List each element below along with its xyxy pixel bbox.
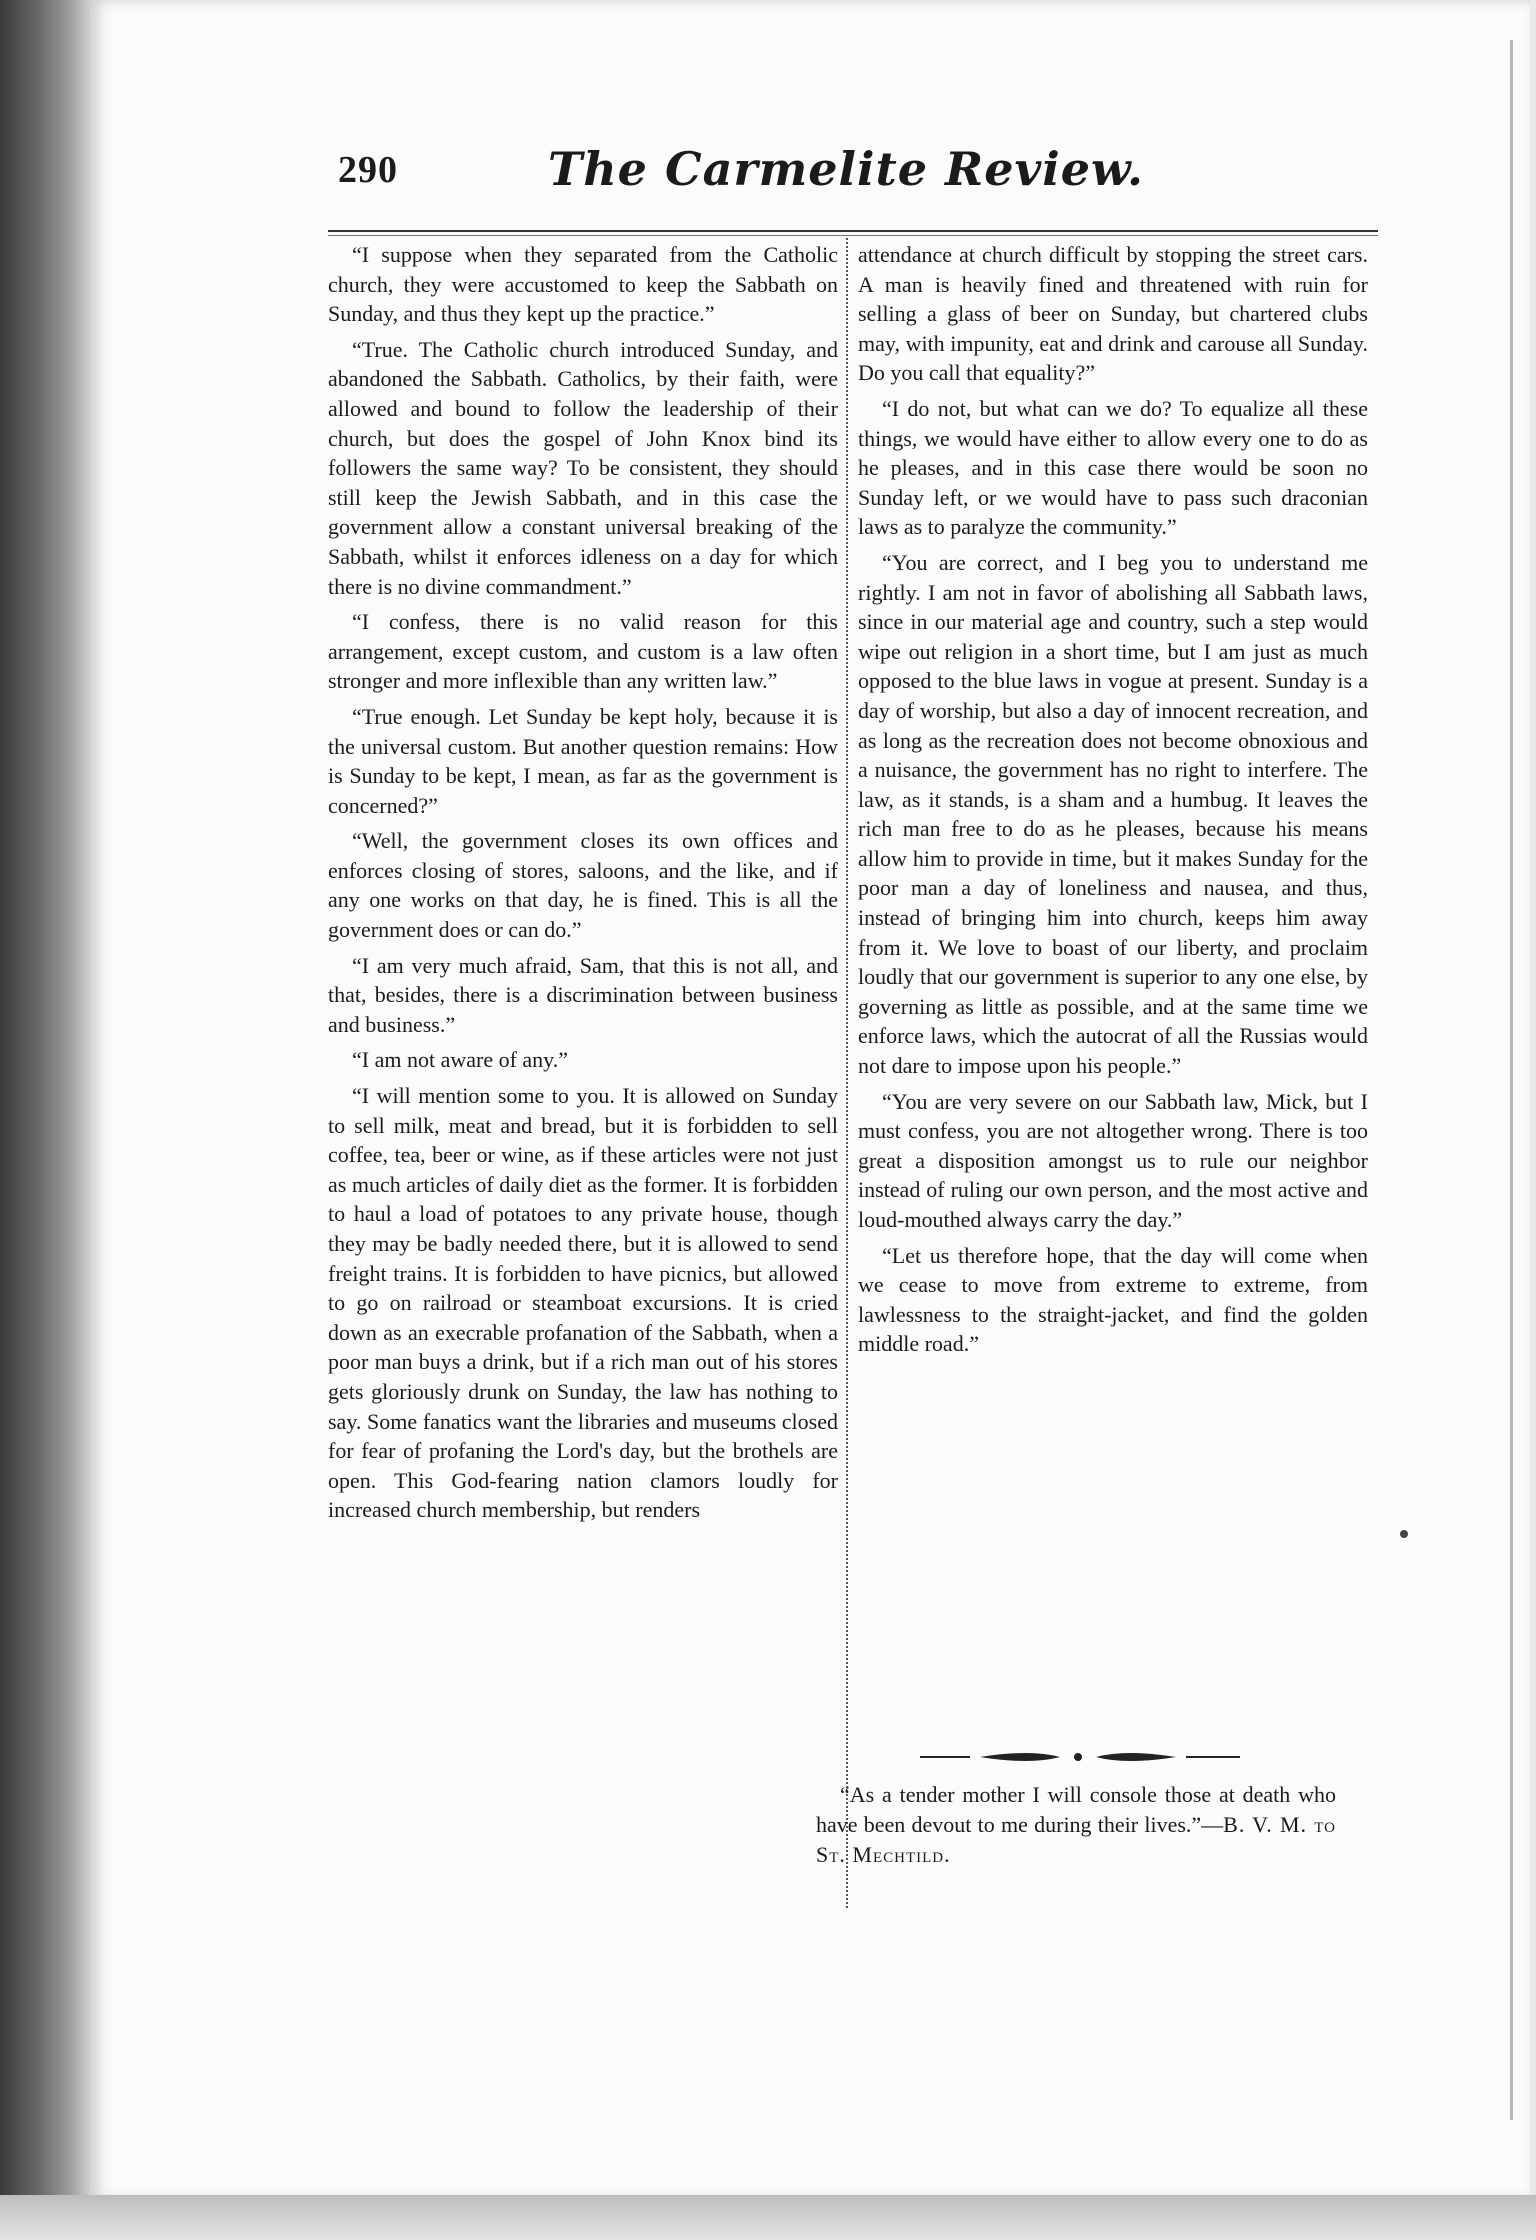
paragraph: “Let us therefore hope, that the day will come when we cease to move from extreme to extreme, from lawlessness to the straight-jacket, and find the golden middle road.” [858, 1242, 1368, 1357]
paragraph: “I am very much afraid, Sam, that this is not all, and that, besides, there is a discrimination between business and business.” [328, 952, 838, 1037]
right-column [858, 240, 1368, 1365]
quote-text: “As a tender mother I will console those at death who have been devout to me during their lives.”— [816, 1782, 1336, 1837]
page-bottom-edge [0, 2195, 1536, 2240]
paragraph: “True enough. Let Sunday be kept holy, because it is the universal custom. But another question remains: How is Sunday to be kept, I mean, as far as the government is concerned?” [328, 703, 838, 818]
paragraph: “I suppose when they separated from the Catholic church, they were accustomed to keep the Sabbath on Sunday, and thus they kept up the practice.” [328, 242, 838, 327]
quote-attribution: B. V. M. to St. Mechtild. [816, 1812, 1336, 1867]
paragraph: “I am not aware of any.” [352, 1047, 569, 1073]
closing-quote [816, 1780, 1336, 1876]
paragraph: “I do not, but what can we do? To equalize all these things, we would have either to allow every one to do as he pleases, and in this case there would be soon no Sunday left, or we would have to pass such draconian laws as to paralyze the community.” [858, 395, 1368, 540]
header-rule [328, 230, 1378, 236]
paragraph: “I confess, there is no valid reason for this arrangement, except custom, and custom is a law often stronger and more inflexible than any written law.” [328, 609, 838, 694]
column-divider [846, 238, 848, 1908]
running-title: The Carmelite Review. [548, 142, 1144, 196]
ink-speck [1400, 1530, 1408, 1538]
paragraph: “You are very severe on our Sabbath law, Mick, but I must confess, you are not altogether wrong. There is too great a disposition amongst us to rule our neighbor instead of ruling our own person, and the most active and loud-mouthed always carry the day.” [858, 1088, 1368, 1232]
section-ornament [910, 1745, 1250, 1769]
left-column [328, 240, 838, 1531]
book-spine-shadow [0, 0, 90, 2240]
paragraph: “You are correct, and I beg you to understand me rightly. I am not in favor of abolishing all Sabbath laws, since in our material age and country, such a step would wipe out religion in a short time, but I am just as much opposed to the blue laws in vogue at present. Sunday is a day of worship, but also a day of innocent recreation, and as long as the recreation does not become obnoxious and a nuisance, the government has no right to interfere. The law, as it stands, is a sham and a humbug. It leaves the rich man free to do as he pleases, because his means allow him to provide in time, but it makes Sunday for the poor man a day of loneliness and nausea, and thus, instead of bringing him into church, keeps him away from it. We love to boast of our liberty, and proclaim loudly that our government is superior to any one else, by governing as little as possible, and at the same time we enforce laws, which the autocrat of all the Russias would not dare to impose upon his people.” [858, 549, 1368, 1079]
paragraph: “Well, the government closes its own offices and enforces closing of stores, saloons, and the like, and if any one works on that day, he is fined. This is all the government does or can do.” [328, 828, 838, 943]
paragraph: “I will mention some to you. It is allowed on Sunday to sell milk, meat and bread, but it is forbidden to sell coffee, tea, beer or wine, as if these articles were not just as much articles of daily diet as the former. It is forbidden to haul a load of potatoes to any private house, though they may be badly needed there, but it is allowed to send freight trains. It is forbidden to have picnics, but allowed to go on railroad or steamboat excursions. It is cried down as an execrable profanation of the Sabbath, when a poor man buys a drink, but if a rich man out of his stores gets gloriously drunk on Sunday, the law has nothing to say. Some fanatics want the libraries and museums closed for fear of profaning the Lord's day, but the brothels are open. This God-fearing nation clamors loudly for increased church membership, but renders [328, 1083, 838, 1523]
paragraph: “True. The Catholic church introduced Sunday, and abandoned the Sabbath. Catholics, by their faith, were allowed and bound to follow the leadership of their church, but does the gospel of John Knox bind its followers the same way? To be consistent, they should still keep the Jewish Sabbath, and in this case the government allow a constant universal breaking of the Sabbath, whilst it enforces idleness on a day for which there is no divine commandment.” [328, 336, 838, 599]
page-header [338, 142, 1368, 212]
page-edge-line [1510, 40, 1513, 2120]
quote-paragraph [816, 1780, 1336, 1870]
paragraph: attendance at church difficult by stopping the street cars. A man is heavily fined and threatened with ruin for selling a glass of beer on Sunday, but chartered clubs may, with impunity, eat and drink and carouse all Sunday. Do you call that equality?” [858, 242, 1368, 386]
page-number: 290 [338, 149, 398, 191]
